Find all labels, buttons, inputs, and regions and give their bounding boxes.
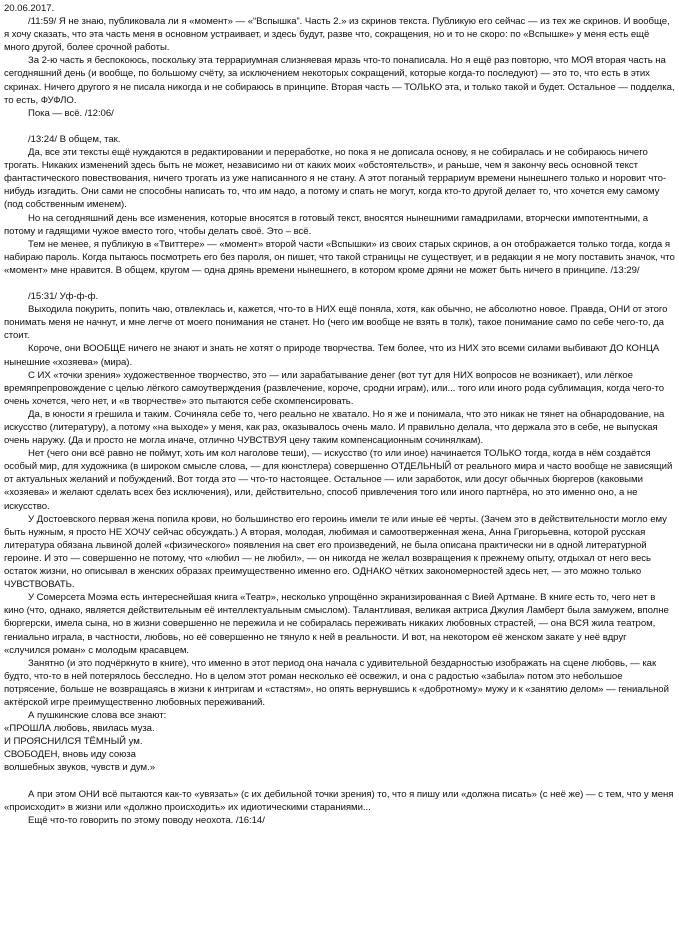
entry-1324-paragraph-2: Да, все эти тексты ещё нуждаются в редактировании и переработке, но пока я не дописала основу, я не собиралась и не собираюсь ничего трогать. Никаких изменений здесь быть не может, независимо ни от каких моих «обстоятельств», и раньше, чем я закончу весь основной текст фантастического повествования, ничего трогать из уже написанного я не стану. А этот поганый террариум времени нынешнего только и норовит что-нибудь изгадить. Они сами не способны написать то, что им надо, а потому и спать не могут, когда кто-то другой делает то, что хочется ему самому (под собственным именем). <box>4 147 667 211</box>
entry-1531-paragraph-4: С ИХ «точки зрения» художественное творчество, это — или зарабатывание денег (вот тут для НИХ вопросов не возникает), или лёгкое времяпрепровождение с целью лёгкого самоутверждения (развлечение, короче, сродни играм), или... того или иного рода сублимация, когда чего-то очень хочется, чего нет, и «в творчестве» это пытаются себе скомпенсировать. <box>4 369 665 407</box>
entry-1324-paragraph-4: Тем не менее, я публикую в «Твиттере» — «момент» второй части «Вспышки» из своих старых скринов, а он отображается только тогда, когда я набираю пароль. Когда пытаюсь посмотреть его без пароля, он пишет, что такой страницы не существует, и в редакции я не могу поставить значок, что «момент» мне нравится. В общем, кругом — одна дрянь времени нынешнего, в котором кроме дряни не может быть ничего в принципе. /13:29/ <box>4 238 675 276</box>
entry-1531-paragraph-3: Короче, они ВООБЩЕ ничего не знают и знать не хотят о природе творчества. Тем более, что из НИХ это всеми силами выбивают ДО КОНЦА нынешние «хозяева» (мира). <box>4 343 660 368</box>
entry-1324-paragraph-1: /13:24/ В общем, так. <box>28 133 121 145</box>
entry-1531-paragraph-9: Занятно (и это подчёркнуто в книге), что именно в этот период она начала с удивительной бездарностью изображать на сцене любовь, — как будто, что-то в ней потерялось бесследно. Но в целом этот роман несколько её освежил, и она с радостью «забыла» потом это небольшое потрясение, больше не возвращаясь в жизни к интригам и «стастям», но опять вернувшись к «добротному» мужу и к «занятию делом» — гениальной актёрской игре преимущественно любовных переживаний. <box>4 657 669 708</box>
entry-1159-paragraph-3: Пока — всё. /12:06/ <box>28 107 114 119</box>
entry-1159-paragraph-1: /11:59/ Я не знаю, публиковала ли я «момент» — «“Вспышка”. Часть 2.» из скринов текста. Публикую его сейчас — из тех же скринов. И вообще, я хочу сказать, что эта часть меня в основном устраивает, и здесь будут, разве что, сокращения, но и то не скоро: по «Вспышке» у меня есть ещё много другой, более срочной работы. <box>4 16 670 54</box>
document-date: 20.06.2017. <box>4 3 55 14</box>
entry-1531-paragraph-5: Да, в юности я грешила и таким. Сочиняла себе то, чего реально не хватало. Но я же и понимала, что это никак не тянет на обнародование, на искусство (литературу), а потому «на выходе» у меня, как раз, оказывалось очень мало. И правильно делала, что держала это в себе, не выпуская очень наружу. (Да и просто не могла иначе, отлично ЧУВСТВУЯ цену таким компенсационным сочинялкам). <box>4 408 665 447</box>
closing-paragraph-1: А при этом ОНИ всё пытаются как-то «увязать» (с их дебильной точки зрения) то, что я пишу или «должна писать» (с неё же) — с тем, что у меня «происходит» в жизни или «должно происходить» их идиотическими стараниями... <box>4 788 674 813</box>
poem-line: И ПРОЯСНИЛСЯ ТЁМНЫЙ ум. <box>4 736 143 748</box>
pushkin-quote <box>4 722 675 774</box>
poem-line: СВОБОДЕН, вновь иду союза <box>4 749 136 761</box>
entry-1531-paragraph-7: У Достоевского первая жена попила крови, но большинство его героинь имели те или иные её черты. (Зачем это в действительности могло ему быть нужным, я просто НЕ ХОЧУ сейчас обсуждать.) А вторая, молодая, любимая и самоотверженная жена, Анна Григорьевна, которой русская литература обязана львиной долей «физического» появления на свет его произведений, не была описана практически ни в одной литературной героине. И это — совершенно не потому, что «любил — не любил», — он никогда не желал возвращения к прежнему опыту, отдыхал от него весь остаток жизни, но описывал в женских образах преимущественно именно его. ОДНАКО чётких закономерностей здесь нет, — это можно только ЧУВСТВОВАТЬ. <box>4 513 667 591</box>
entry-1531-paragraph-1: /15:31/ Уф-ф-ф. <box>28 291 99 303</box>
entry-1531-paragraph-6: Нет (чего они всё равно не поймут, хоть им кол наголове теши), — искусство (то или иное) начинается ТОЛЬКО тогда, когда в нём создаётся особый мир, для художника (в широком смысле слова, — для кюнстлера) совершенно ОТДЕЛЬНЫЙ от реального мира и часто вообще не зависящий от актуальных желаний и побуждений. Вот тогда это — что-то настоящее. Остальное — или заработок, или досуг обычных бюргеров (каковыми «хозяева» и желают сделать всех без исключения), или, действительно, способ привлечения того или иного партнёра, но это именно оно, а не искусство. <box>4 448 673 512</box>
entry-1324-paragraph-3: Но на сегодняшний день все изменения, которые вносятся в готовый текст, вносятся нынешними гамадрилами, вторчески импотентными, а потому и гадящими чужое вместо того, чтобы делать своё. Это – всё. <box>4 212 649 237</box>
entry-1159-paragraph-2: За 2-ю часть я беспокоюсь, поскольку эта террариумная слизняевая мразь что-то понаписала. Но я ещё раз повторю, что МОЯ вторая часть на сегодняшний день (и вообще, по большому счёту, за исключением некоторых сокращений, которые когда-то последуют) — это то, что есть в этих скринах. Ничего другого я не писала никогда и не собираюсь в принципе. Вторая часть — ТОЛЬКО эта, и только такой и будет. Остальное — подделка, то есть, ФУФЛО. <box>4 55 675 106</box>
entry-1531-paragraph-2: Выходила покурить, попить чаю, отвлеклась и, кажется, что-то в НИХ ещё поняла, хотя, как обычно, не абсолютно новое. Правда, ОНИ от этого понимать меня не начнут, и мне легче от моего понимания не станет. Но (чего им вообще не взять в толк), такое понимание само по себе чего-то, да стоит. <box>4 304 668 342</box>
poem-line: «ПРОШЛА любовь, явилась муза. <box>4 723 155 735</box>
section-gap <box>4 120 675 133</box>
poem-line: волшебных звуков, чувств и дум.» <box>4 762 155 774</box>
entry-1531-paragraph-8: У Сомерсета Моэма есть интереснейшая книга «Театр», несколько упрощённо экранизированная с Вией Артмане. В книге есть то, чего нет в кино (что, однако, является действительным её интеллектуальным смыслом). Талантливая, великая актриса Джулия Ламберт была замужем, вполне бюргерски, имела сына, но в жизни совершенно не пережила и не собиралась переживать никаких любовных страстей, — она ВСЯ жила театром, гениально играла, в частности, любовь, но её совершенно не тянуло к ней в реальности. И вот, на некотором её женском закате у неё вдруг «случился роман» с молодым красавцем. <box>4 592 669 656</box>
section-gap <box>4 775 675 788</box>
entry-1531-paragraph-10: А пушкинские слова все знают: <box>28 710 167 722</box>
section-gap <box>4 277 675 290</box>
closing-paragraph-2: Ещё что-то говорить по этому поводу неохота. /16:14/ <box>28 814 265 826</box>
